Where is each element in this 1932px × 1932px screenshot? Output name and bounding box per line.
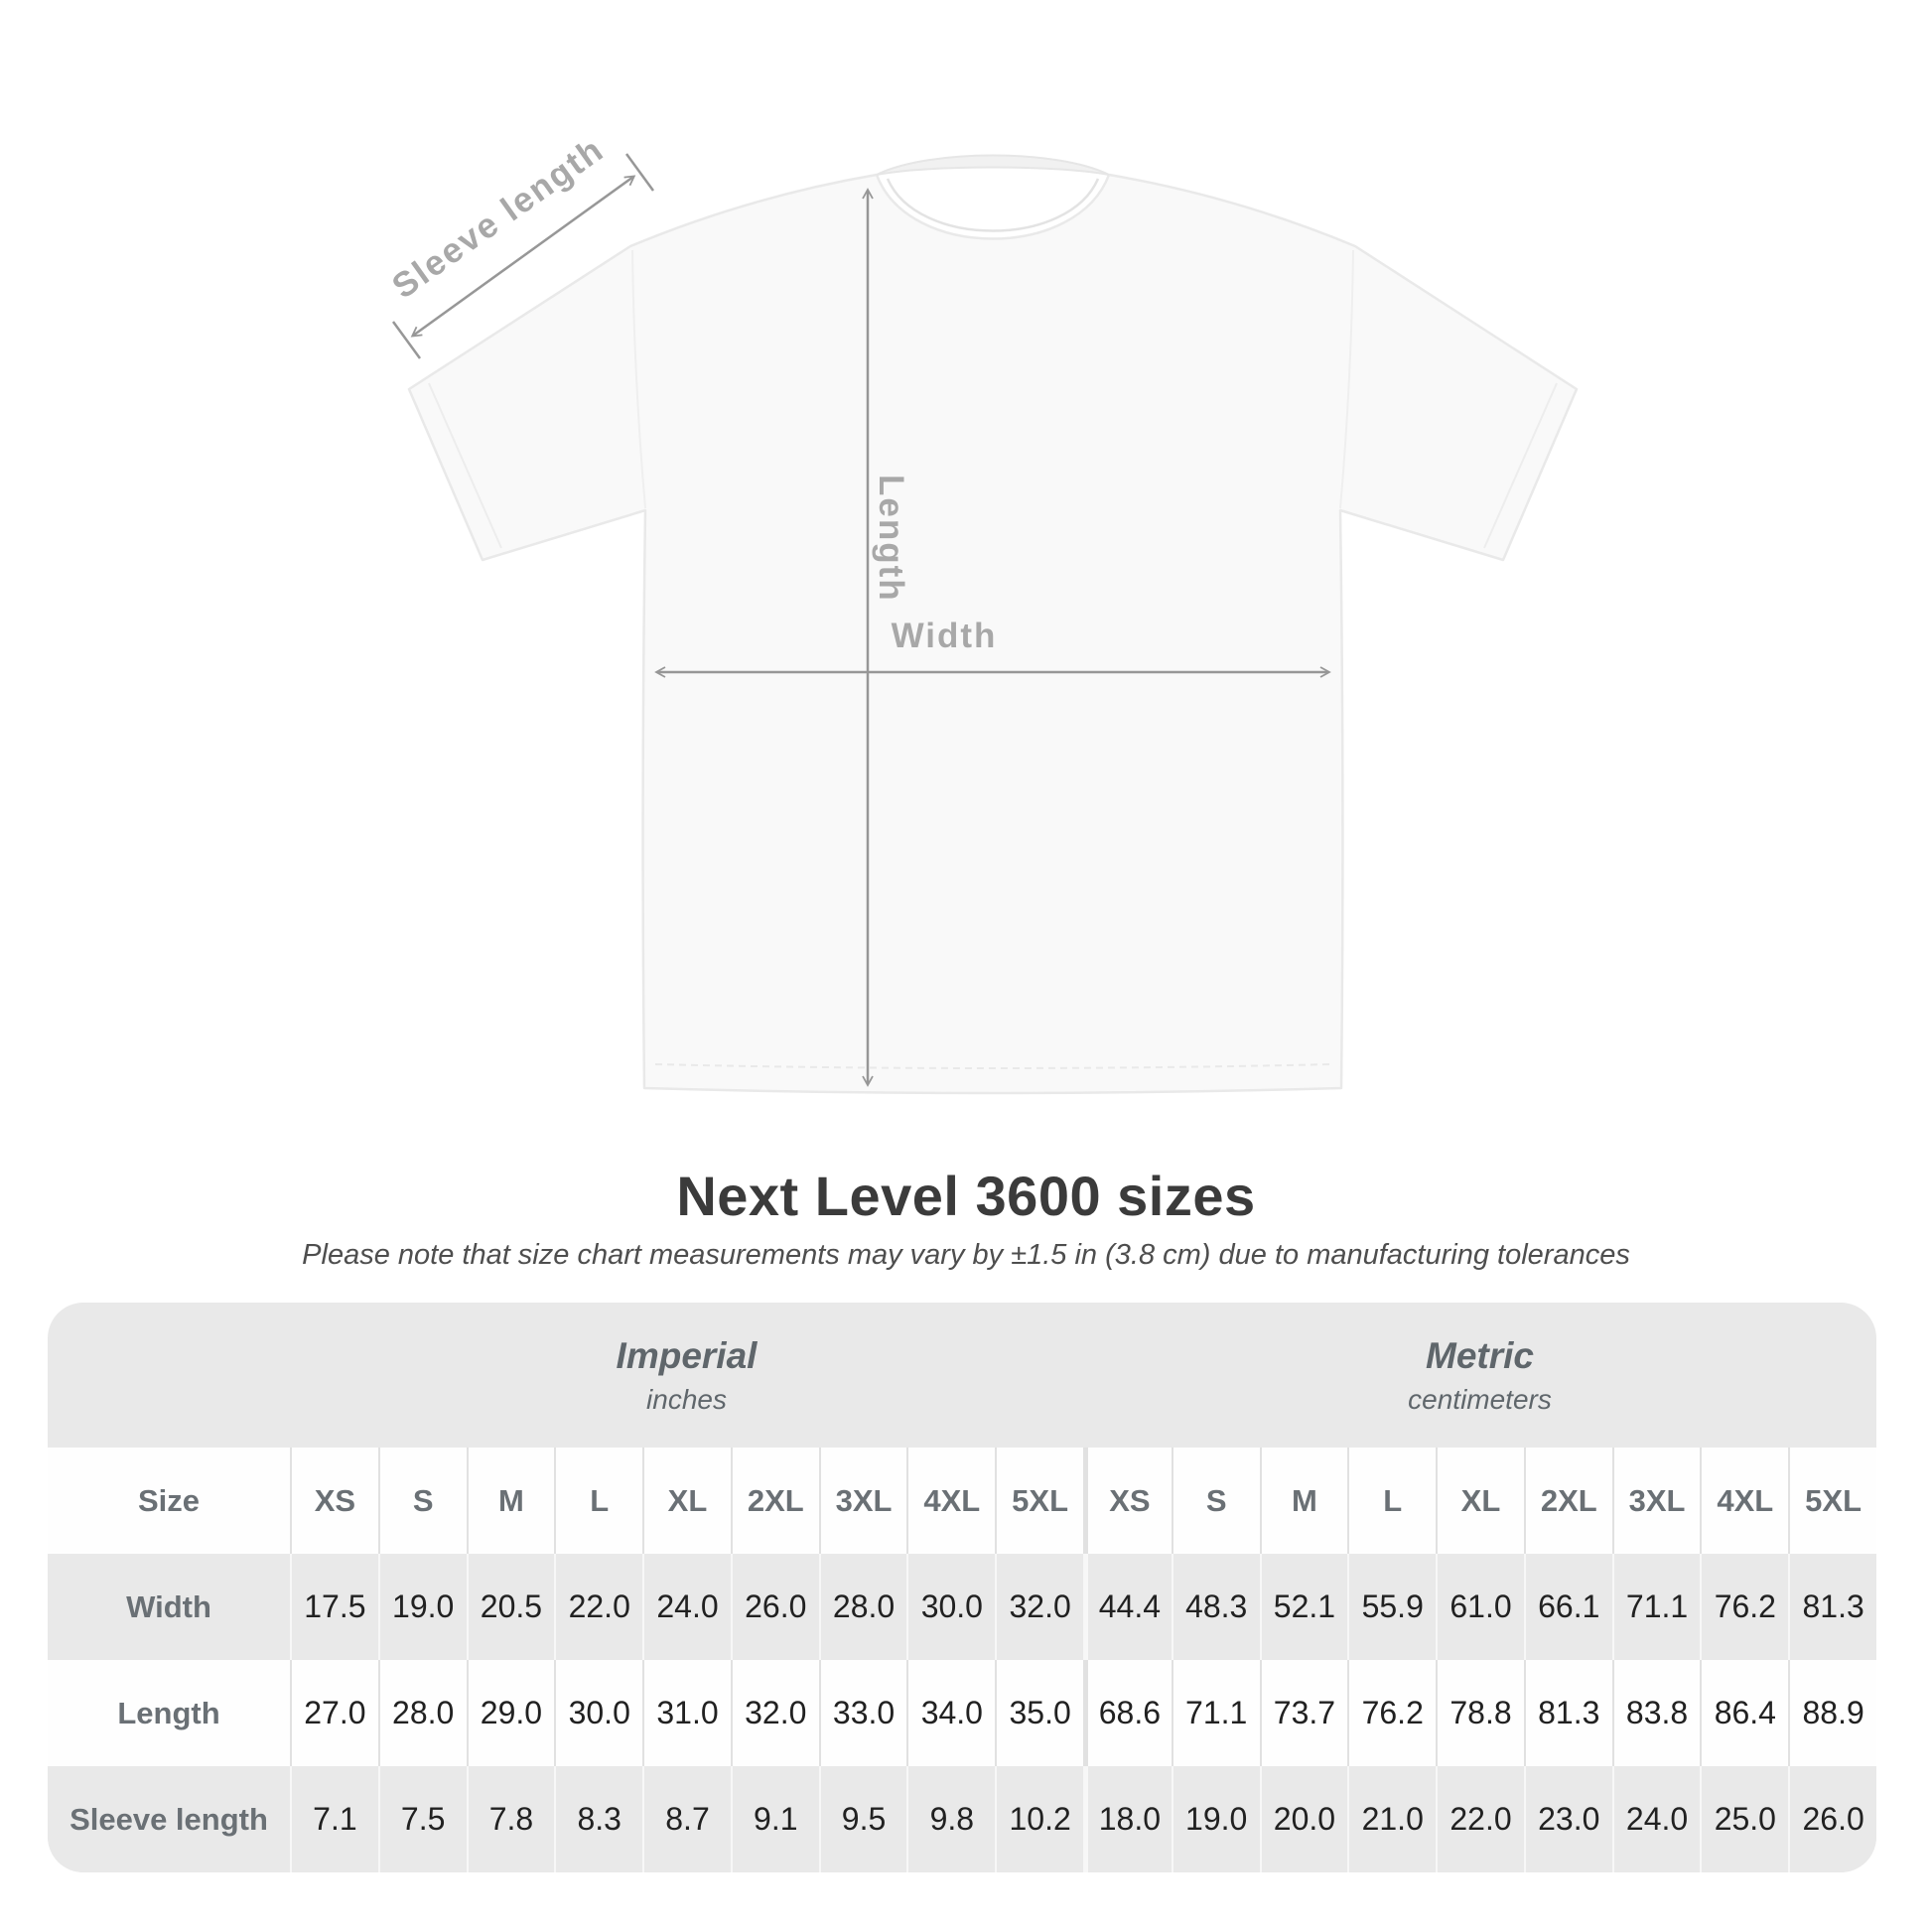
sleeve-length-label: Sleeve length — [384, 129, 612, 307]
unit-header-spacer — [48, 1303, 290, 1448]
size-header-cell: 2XL — [1524, 1448, 1612, 1554]
value-cell: 26.0 — [731, 1554, 819, 1660]
value-cell: 81.3 — [1524, 1660, 1612, 1766]
value-cell: 76.2 — [1700, 1554, 1788, 1660]
length-label: Length — [872, 475, 910, 603]
value-cell: 17.5 — [290, 1554, 378, 1660]
size-header-cell: XL — [642, 1448, 731, 1554]
value-cell: 55.9 — [1347, 1554, 1436, 1660]
metric-unit-label: centimeters — [1408, 1383, 1552, 1415]
value-cell: 10.2 — [995, 1766, 1083, 1872]
value-cell: 78.8 — [1436, 1660, 1524, 1766]
imperial-label: Imperial — [616, 1334, 758, 1376]
size-header-cell: L — [554, 1448, 642, 1554]
value-cell: 23.0 — [1524, 1766, 1612, 1872]
value-cell: 35.0 — [995, 1660, 1083, 1766]
size-header-cell: 4XL — [906, 1448, 995, 1554]
value-cell: 81.3 — [1788, 1554, 1876, 1660]
size-chart-table — [48, 1303, 1876, 1872]
row-label: Sleeve length — [69, 1801, 268, 1837]
value-cell: 8.3 — [554, 1766, 642, 1872]
table-row — [48, 1554, 1876, 1660]
value-cell: 7.8 — [467, 1766, 555, 1872]
row-label: Width — [126, 1588, 211, 1624]
value-cell: 26.0 — [1788, 1766, 1876, 1872]
value-cell: 32.0 — [731, 1660, 819, 1766]
size-header-cell: S — [378, 1448, 467, 1554]
value-cell: 76.2 — [1347, 1660, 1436, 1766]
table-row — [48, 1660, 1876, 1766]
size-header-cell: 3XL — [1612, 1448, 1701, 1554]
metric-label: Metric — [1426, 1334, 1534, 1376]
page-title: Next Level 3600 sizes — [676, 1165, 1256, 1227]
value-cell: 73.7 — [1260, 1660, 1348, 1766]
value-cell: 9.1 — [731, 1766, 819, 1872]
value-cell: 30.0 — [906, 1554, 995, 1660]
value-cell: 24.0 — [1612, 1766, 1701, 1872]
tolerance-note: Please note that size chart measurements may vary by ±1.5 in (3.8 cm) due to manufacturing tolerances — [302, 1239, 1630, 1271]
value-cell: 25.0 — [1700, 1766, 1788, 1872]
value-cell: 48.3 — [1172, 1554, 1260, 1660]
value-cell: 7.1 — [290, 1766, 378, 1872]
row-label: Length — [117, 1695, 220, 1730]
value-cell: 71.1 — [1612, 1554, 1701, 1660]
size-header-cell: XS — [1083, 1448, 1172, 1554]
value-cell: 88.9 — [1788, 1660, 1876, 1766]
value-cell: 18.0 — [1083, 1766, 1172, 1872]
value-cell: 7.5 — [378, 1766, 467, 1872]
value-cell: 22.0 — [554, 1554, 642, 1660]
value-cell: 44.4 — [1083, 1554, 1172, 1660]
size-header-cell: S — [1172, 1448, 1260, 1554]
value-cell: 9.8 — [906, 1766, 995, 1872]
value-cell: 9.5 — [819, 1766, 907, 1872]
value-cell: 71.1 — [1172, 1660, 1260, 1766]
value-cell: 66.1 — [1524, 1554, 1612, 1660]
size-header-cell: 5XL — [1788, 1448, 1876, 1554]
width-label: Width — [891, 617, 998, 655]
sleeve-arrow-start-tick — [393, 322, 420, 358]
value-cell: 33.0 — [819, 1660, 907, 1766]
size-header-cell: 5XL — [995, 1448, 1083, 1554]
value-cell: 27.0 — [290, 1660, 378, 1766]
table-row — [48, 1766, 1876, 1872]
value-cell: 83.8 — [1612, 1660, 1701, 1766]
value-cell: 20.0 — [1260, 1766, 1348, 1872]
value-cell: 20.5 — [467, 1554, 555, 1660]
value-cell: 24.0 — [642, 1554, 731, 1660]
value-cell: 29.0 — [467, 1660, 555, 1766]
imperial-unit-header — [290, 1303, 1083, 1448]
size-header-cell: M — [1260, 1448, 1348, 1554]
size-header-cell: 4XL — [1700, 1448, 1788, 1554]
value-cell: 28.0 — [819, 1554, 907, 1660]
size-header-cell: L — [1347, 1448, 1436, 1554]
value-cell: 19.0 — [378, 1554, 467, 1660]
value-cell: 22.0 — [1436, 1766, 1524, 1872]
tshirt-back-collar — [877, 156, 1109, 176]
value-cell: 34.0 — [906, 1660, 995, 1766]
size-column-header: Size — [137, 1482, 201, 1518]
size-header-cell: 2XL — [731, 1448, 819, 1554]
value-cell: 86.4 — [1700, 1660, 1788, 1766]
metric-unit-header — [1083, 1303, 1876, 1448]
size-header-cell: XS — [290, 1448, 378, 1554]
size-header-cell: M — [467, 1448, 555, 1554]
value-cell: 61.0 — [1436, 1554, 1524, 1660]
imperial-unit-label: inches — [646, 1383, 727, 1415]
value-cell: 32.0 — [995, 1554, 1083, 1660]
value-cell: 68.6 — [1083, 1660, 1172, 1766]
unit-header-row — [48, 1303, 1876, 1448]
value-cell: 52.1 — [1260, 1554, 1348, 1660]
sleeve-arrow-end-tick — [626, 154, 653, 191]
value-cell: 8.7 — [642, 1766, 731, 1872]
table-header-row — [48, 1448, 1876, 1554]
value-cell: 21.0 — [1347, 1766, 1436, 1872]
size-header-cell: XL — [1436, 1448, 1524, 1554]
size-header-cell: 3XL — [819, 1448, 907, 1554]
value-cell: 19.0 — [1172, 1766, 1260, 1872]
size-chart-rows — [48, 1448, 1876, 1872]
value-cell: 31.0 — [642, 1660, 731, 1766]
value-cell: 30.0 — [554, 1660, 642, 1766]
value-cell: 28.0 — [378, 1660, 467, 1766]
